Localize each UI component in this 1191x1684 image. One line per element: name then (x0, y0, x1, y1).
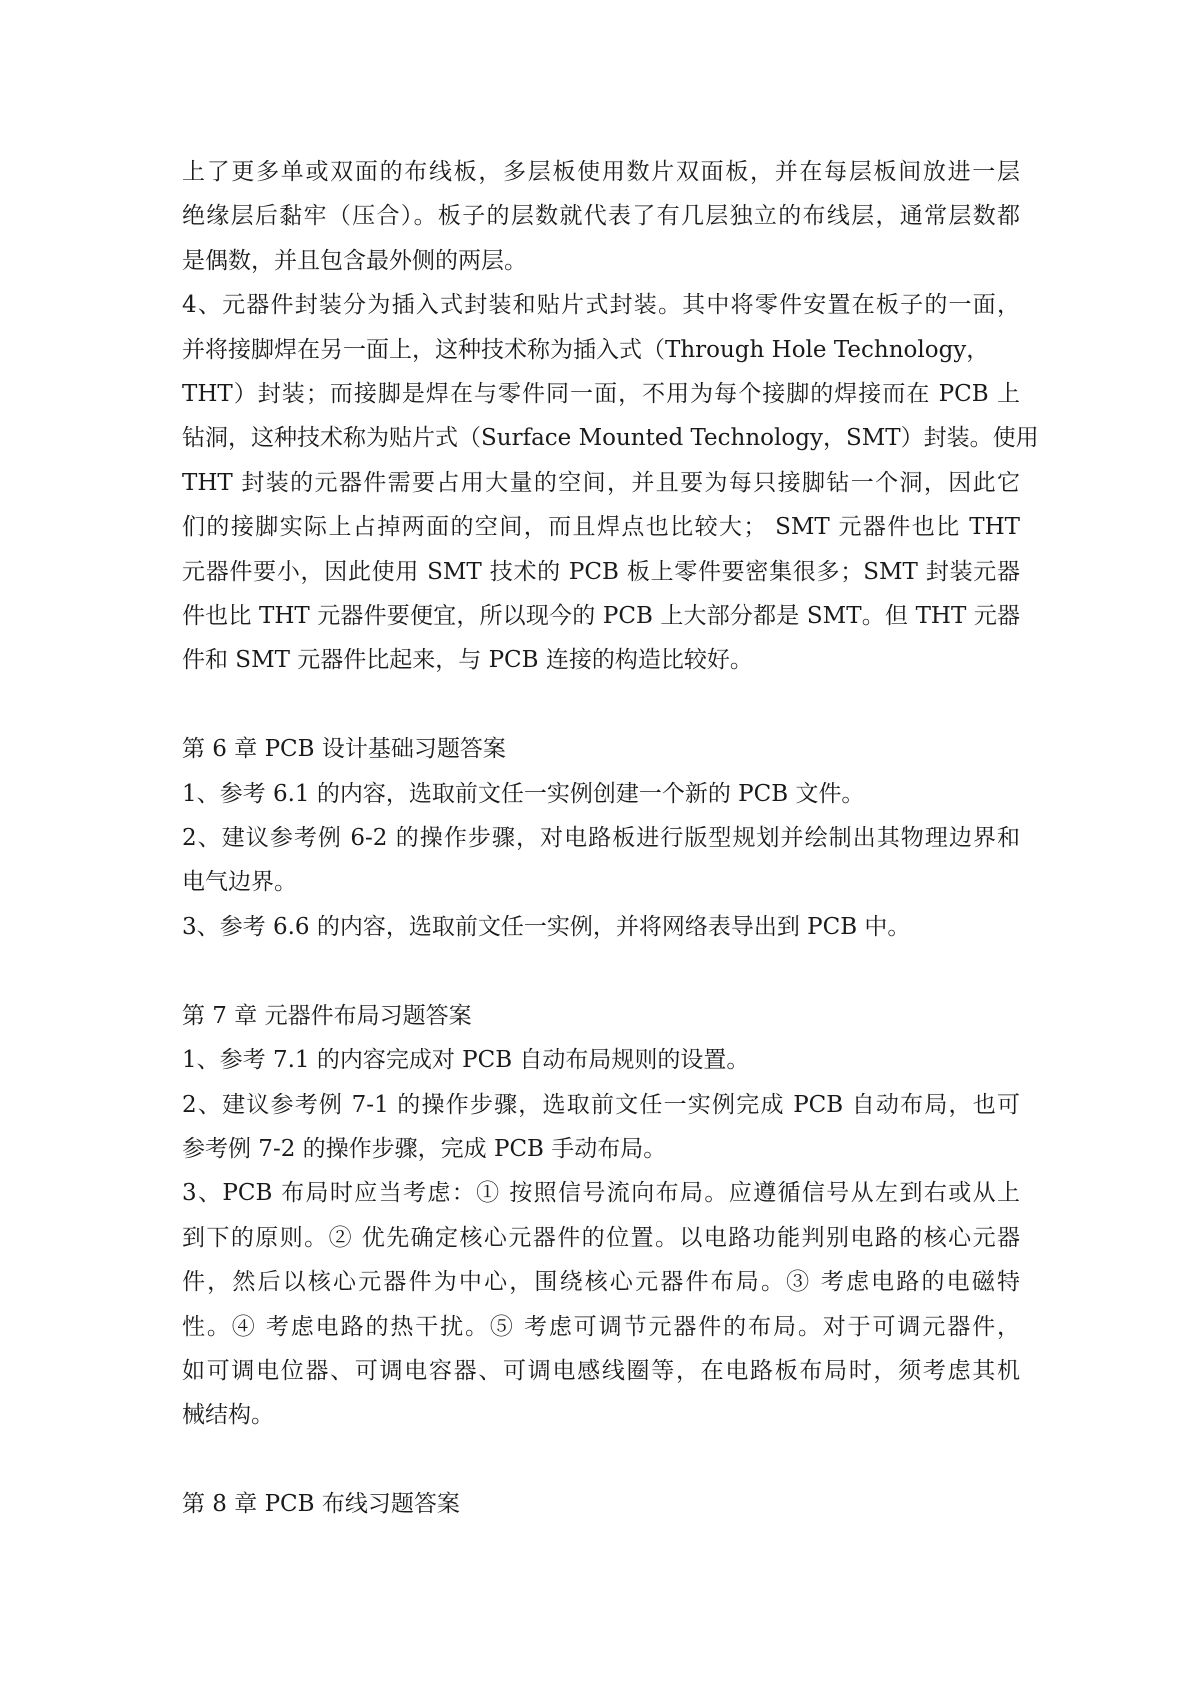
paragraph-package-types (182, 283, 1039, 683)
text-line: 件和 SMT 元器件比起来，与 PCB 连接的构造比较好。 (182, 647, 753, 674)
blank-line (182, 1438, 1020, 1482)
text-line: 并将接脚焊在另一面上，这种技术称为插入式（Through Hole Technology， (182, 336, 990, 363)
text-line: 如可调电位器、可调电容器、可调电感线圈等，在电路板布局时，须考虑其机 (182, 1357, 1020, 1384)
text-line: 上了更多单或双面的布线板，多层板使用数片双面板，并在每层板间放进一层 (182, 159, 1020, 185)
section-heading: 第 7 章 元器件布局习题答案 (182, 1002, 472, 1029)
text-line: 参考例 7-2 的操作步骤，完成 PCB 手动布局。 (182, 1135, 667, 1162)
text-line: 电气边界。 (182, 869, 297, 896)
text-line: 到下的原则。② 优先确定核心元器件的位置。以电路功能判别电路的核心元器 (182, 1224, 1020, 1251)
text-line: 性。④ 考虑电路的热干扰。⑤ 考虑可调节元器件的布局。对于可调元器件， (182, 1313, 1020, 1340)
chapter-7-heading (182, 994, 1020, 1038)
chapter-6-answer-2 (182, 816, 1020, 905)
chapter-7-answer-3 (182, 1171, 1020, 1437)
chapter-6-answer-3 (182, 905, 1020, 949)
text-line: 1、参考 7.1 的内容完成对 PCB 自动布局规则的设置。 (182, 1047, 750, 1074)
chapter-8-heading (182, 1482, 1020, 1526)
blank-line (182, 949, 1020, 993)
text-line: 4、元器件封装分为插入式封装和贴片式封装。其中将零件安置在板子的一面， (182, 292, 1020, 319)
text-line: 元器件要小，因此使用 SMT 技术的 PCB 板上零件要密集很多；SMT 封装元器 (182, 558, 1020, 585)
section-heading: 第 8 章 PCB 布线习题答案 (182, 1491, 460, 1518)
paragraph-multilayer-board (182, 150, 1020, 283)
chapter-7-answer-1 (182, 1038, 1020, 1082)
text-line: 们的接脚实际上占掉两面的空间，而且焊点也比较大； SMT 元器件也比 THT (182, 514, 1020, 541)
text-line: 钻洞，这种技术称为贴片式（Surface Mounted Technology，SMT）封装。使用 (182, 425, 1039, 452)
text-line: 是偶数，并且包含最外侧的两层。 (182, 247, 527, 274)
text-line: 3、参考 6.6 的内容，选取前文任一实例，并将网络表导出到 PCB 中。 (182, 913, 911, 940)
chapter-7-answer-2 (182, 1083, 1020, 1172)
page-content (182, 150, 1039, 1527)
text-line: 绝缘层后黏牢（压合）。板子的层数就代表了有几层独立的布线层，通常层数都 (182, 203, 1020, 230)
blank-line (182, 683, 1020, 727)
chapter-6-heading (182, 727, 1020, 771)
text-line: 械结构。 (182, 1402, 274, 1429)
text-line: 3、PCB 布局时应当考虑：① 按照信号流向布局。应遵循信号从左到右或从上 (182, 1180, 1020, 1207)
text-line: 2、建议参考例 6-2 的操作步骤，对电路板进行版型规划并绘制出其物理边界和 (182, 825, 1020, 852)
section-heading: 第 6 章 PCB 设计基础习题答案 (182, 736, 506, 763)
text-line: 件也比 THT 元器件要便宜，所以现今的 PCB 上大部分都是 SMT。但 THT 元器 (182, 603, 1020, 630)
text-line: 1、参考 6.1 的内容，选取前文任一实例创建一个新的 PCB 文件。 (182, 780, 865, 807)
text-line: 2、建议参考例 7-1 的操作步骤，选取前文任一实例完成 PCB 自动布局，也可 (182, 1091, 1020, 1118)
chapter-6-answer-1 (182, 772, 1020, 816)
text-line: THT）封装；而接脚是焊在与零件同一面，不用为每个接脚的焊接而在 PCB 上 (182, 381, 1020, 408)
text-line: 件，然后以核心元器件为中心，围绕核心元器件布局。③ 考虑电路的电磁特 (182, 1269, 1020, 1296)
text-line: THT 封装的元器件需要占用大量的空间，并且要为每只接脚钻一个洞，因此它 (182, 469, 1020, 496)
